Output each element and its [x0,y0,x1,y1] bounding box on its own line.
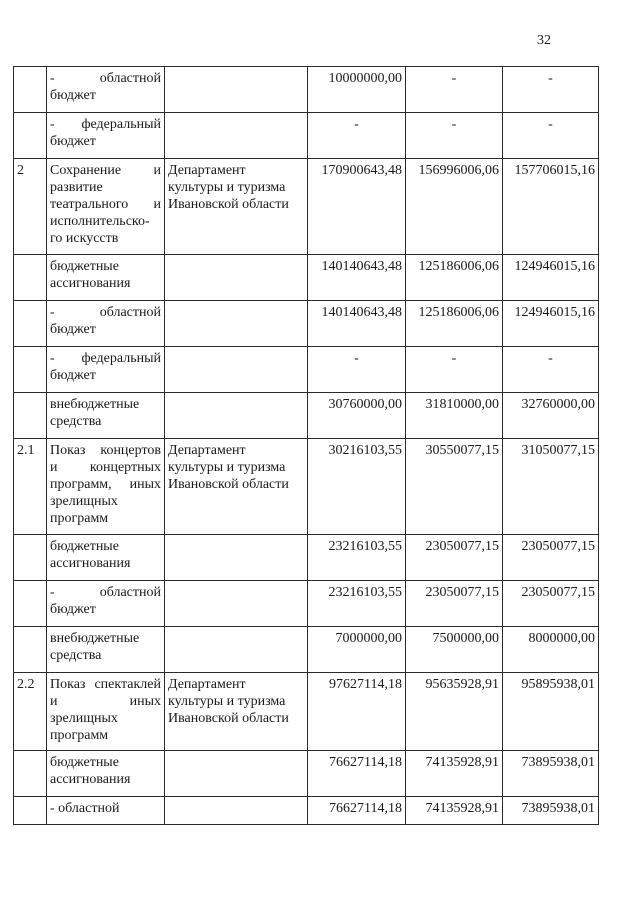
row-value-year-3: 157706015,16 [503,159,599,255]
row-name-line: бюджетные [50,755,119,770]
row-executor [165,393,308,439]
row-executor [165,535,308,581]
row-name-line: - областной [50,585,161,600]
row-value-year-1: - [308,347,406,393]
row-number: 2 [14,159,47,255]
row-value-year-2: - [406,113,503,159]
row-number [14,797,47,825]
row-value-year-2: 125186006,06 [406,255,503,301]
row-executor [165,347,308,393]
table-row [14,797,599,825]
row-name-line: зрелищных [50,494,118,509]
row-value-year-3: 23050077,15 [503,535,599,581]
row-value-year-3: 32760000,00 [503,393,599,439]
row-number [14,751,47,797]
row-name-line: внебюджетные [50,631,140,646]
row-value-year-2: 95635928,91 [406,673,503,751]
row-value-year-1: 170900643,48 [308,159,406,255]
row-name [47,255,165,301]
row-name-line: программ [50,728,109,743]
row-name [47,797,165,825]
row-value-year-1: 76627114,18 [308,751,406,797]
row-value-year-3: 8000000,00 [503,627,599,673]
row-name-line: и иных [50,694,161,709]
row-value-year-1: 76627114,18 [308,797,406,825]
row-name-line: - областной [50,801,120,816]
row-name-line: развитие [50,180,103,195]
row-name [47,627,165,673]
row-value-year-1: 23216103,55 [308,535,406,581]
row-value-year-3: 23050077,15 [503,581,599,627]
row-value-year-2: - [406,347,503,393]
table-row [14,581,599,627]
row-value-year-1: 10000000,00 [308,67,406,113]
row-name-line: средства [50,414,102,429]
row-name-line: - областной [50,71,161,86]
row-executor [165,301,308,347]
row-value-year-1: 140140643,48 [308,255,406,301]
row-value-year-1: 30216103,55 [308,439,406,535]
table-row [14,673,599,751]
row-name-line: и концертных [50,460,161,475]
table-row [14,439,599,535]
row-number [14,347,47,393]
table-row [14,159,599,255]
row-name-line: ассигнования [50,772,131,787]
row-name-line: - федеральный [50,351,161,366]
row-value-year-1: 97627114,18 [308,673,406,751]
row-value-year-3: 73895938,01 [503,797,599,825]
row-executor [165,113,308,159]
row-executor: Департамент культуры и туризма Ивановской области [165,439,308,535]
row-name [47,67,165,113]
row-name [47,673,165,751]
row-name [47,393,165,439]
row-name-line: программ [50,511,109,526]
row-value-year-1: 30760000,00 [308,393,406,439]
row-number [14,627,47,673]
row-number [14,301,47,347]
row-name-line: бюджет [50,322,96,337]
budget-table [13,66,599,825]
row-name [47,301,165,347]
row-name [47,113,165,159]
row-number: 2.1 [14,439,47,535]
row-name [47,439,165,535]
row-name-line: зрелищных [50,711,118,726]
row-value-year-3: - [503,113,599,159]
row-value-year-2: 23050077,15 [406,535,503,581]
row-executor [165,751,308,797]
table-row [14,113,599,159]
row-value-year-2: 30550077,15 [406,439,503,535]
row-value-year-3: 124946015,16 [503,301,599,347]
row-value-year-3: 124946015,16 [503,255,599,301]
row-value-year-1: 23216103,55 [308,581,406,627]
row-value-year-1: - [308,113,406,159]
table-row [14,751,599,797]
row-name-line: Показ спектаклей [50,677,161,692]
row-name [47,581,165,627]
row-name-line: ассигнования [50,556,131,571]
row-name-line: го искусств [50,231,119,246]
row-executor: Департамент культуры и туризма Ивановской области [165,673,308,751]
row-value-year-1: 140140643,48 [308,301,406,347]
row-value-year-3: - [503,347,599,393]
row-executor [165,255,308,301]
row-executor: Департамент культуры и туризма Ивановской области [165,159,308,255]
row-name-line: бюджет [50,368,96,383]
row-name-line: - областной [50,305,161,320]
row-value-year-2: 7500000,00 [406,627,503,673]
row-value-year-3: 31050077,15 [503,439,599,535]
row-name-line: средства [50,648,102,663]
table-row [14,301,599,347]
row-number [14,67,47,113]
table-row [14,255,599,301]
row-value-year-2: 125186006,06 [406,301,503,347]
table-row [14,627,599,673]
table-row [14,535,599,581]
row-name-line: Сохранение и [50,163,161,178]
row-executor [165,627,308,673]
row-value-year-2: - [406,67,503,113]
row-executor [165,67,308,113]
budget-table-body [14,67,599,825]
row-value-year-3: 73895938,01 [503,751,599,797]
row-name-line: программ, иных [50,477,161,492]
row-number [14,393,47,439]
row-name-line: Показ концертов [50,443,161,458]
row-executor [165,797,308,825]
row-executor [165,581,308,627]
row-value-year-2: 156996006,06 [406,159,503,255]
row-value-year-2: 31810000,00 [406,393,503,439]
row-name [47,159,165,255]
row-value-year-2: 74135928,91 [406,797,503,825]
row-name [47,535,165,581]
page-number: 32 [537,33,551,48]
row-name-line: бюджетные [50,539,119,554]
row-number: 2.2 [14,673,47,751]
row-number [14,255,47,301]
row-name-line: театрального и [50,197,161,212]
row-name [47,347,165,393]
row-number [14,581,47,627]
row-value-year-2: 74135928,91 [406,751,503,797]
row-name-line: внебюджетные [50,397,140,412]
row-name-line: бюджет [50,602,96,617]
table-row [14,67,599,113]
row-name-line: - федеральный [50,117,161,132]
row-name-line: ассигнования [50,276,131,291]
row-value-year-3: - [503,67,599,113]
row-number [14,113,47,159]
row-name-line: бюджет [50,134,96,149]
row-value-year-1: 7000000,00 [308,627,406,673]
row-value-year-3: 95895938,01 [503,673,599,751]
table-row [14,347,599,393]
row-name-line: бюджетные [50,259,119,274]
row-name-line: бюджет [50,88,96,103]
row-number [14,535,47,581]
row-value-year-2: 23050077,15 [406,581,503,627]
table-row [14,393,599,439]
row-name [47,751,165,797]
row-name-line: исполнительско- [50,214,150,229]
